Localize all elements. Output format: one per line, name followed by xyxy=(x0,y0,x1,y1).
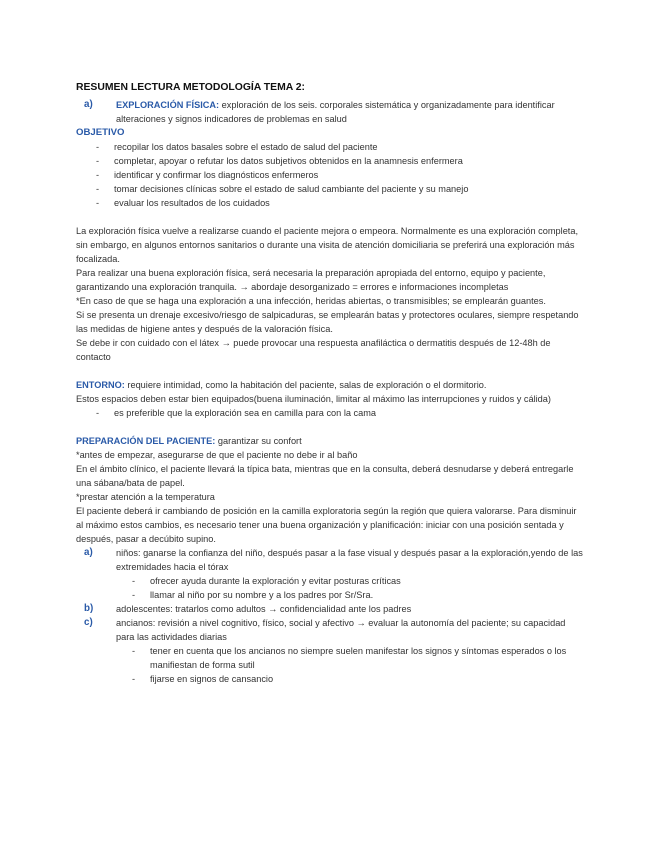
list-marker: b) xyxy=(84,603,94,614)
list-item: - ofrecer ayuda durante la exploración y evitar posturas críticas xyxy=(132,576,401,586)
dash-marker: - xyxy=(132,576,136,586)
list-item: - tener en cuenta que los ancianos no siempre suelen manifestar los signos y síntomas esperados o los manifiestan de forma sutil xyxy=(132,646,567,670)
dash-marker: - xyxy=(96,198,100,208)
entorno-paragraph: ENTORNO: requiere intimidad, como la habitación del paciente, salas de exploración o el dormitorio. xyxy=(76,380,487,390)
paragraph: *antes de empezar, asegurarse de que el paciente no debe ir al baño xyxy=(76,450,358,460)
preparacion-paragraph: PREPARACIÓN DEL PACIENTE: garantizar su confort xyxy=(76,436,302,446)
group-item: c) ancianos: revisión a nivel cognitivo, físico, social y afectivo → evaluar la autonomía del paciente; su capacidad para las actividades diarias xyxy=(84,617,566,642)
objetivo-heading: OBJETIVO xyxy=(76,127,125,138)
document-title: RESUMEN LECTURA METODOLOGÍA TEMA 2: xyxy=(76,82,305,93)
list-item: - fijarse en signos de cansancio xyxy=(132,674,274,684)
paragraph: Se debe ir con cuidado con el látex → puede provocar una respuesta anafiláctica o dermatitis después de 12-48h de contacto xyxy=(76,338,551,362)
dash-marker: - xyxy=(132,674,136,684)
list-marker: c) xyxy=(84,617,93,628)
group-item: b) adolescentes: tratarlos como adultos → confidencialidad ante los padres xyxy=(84,603,412,614)
list-item: - evaluar los resultados de los cuidados xyxy=(96,198,270,208)
group-item: a) niños: ganarse la confianza del niño, después pasar a la fase visual y después pasar a la exploración,yendo de las extremidades hacia el tórax xyxy=(84,547,583,572)
list-marker: a) xyxy=(84,547,93,558)
list-marker: a) xyxy=(84,99,93,110)
list-item: - completar, apoyar o refutar los datos subjetivos obtenidos en la anamnesis enfermera xyxy=(96,156,463,166)
paragraph: La exploración física vuelve a realizarse cuando el paciente mejora o empeora. Normalmente es una exploración completa, sin embargo, en algunos entornos sanitarios o durante una visita de atención domiciliaria se preferirá una exploración más focalizada. xyxy=(76,226,579,264)
document-body xyxy=(76,80,586,686)
paragraph: *prestar atención a la temperatura xyxy=(76,492,215,502)
dash-marker: - xyxy=(132,590,136,600)
dash-marker: - xyxy=(132,646,136,656)
list-item: - identificar y confirmar los diagnósticos enfermeros xyxy=(96,170,319,180)
paragraph: Si se presenta un drenaje excesivo/riesgo de salpicaduras, se emplearán batas y protectores oculares, siempre respetando las medidas de higiene antes y después de la valoración física. xyxy=(76,310,579,334)
list-item: - es preferible que la exploración sea en camilla para con la cama xyxy=(96,408,376,418)
list-item: - tomar decisiones clínicas sobre el estado de salud cambiante del paciente y su manejo xyxy=(96,184,469,194)
preparacion-heading: PREPARACIÓN DEL PACIENTE: xyxy=(76,436,216,446)
paragraph: *En caso de que se haga una exploración a una infección, heridas abiertas, o transmisibles; se emplearán guantes. xyxy=(76,296,546,306)
entorno-heading: ENTORNO: xyxy=(76,380,125,390)
dash-marker: - xyxy=(96,408,100,418)
section-a xyxy=(76,98,586,126)
section-heading: EXPLORACIÓN FÍSICA: xyxy=(116,100,220,110)
paragraph: En el ámbito clínico, el paciente llevará la típica bata, mientras que en la consulta, deberá desnudarse y deberá entregarle una sábana/bata de papel. xyxy=(76,464,574,488)
dash-marker: - xyxy=(96,142,100,152)
list-item: - recopilar los datos basales sobre el estado de salud del paciente xyxy=(96,142,378,152)
paragraph: El paciente deberá ir cambiando de posición en la camilla exploratoria según la región que quiera valorarse. Para disminuir al máximo estos cambios, es necesario tener una buena organización y planificación: iniciar con una posición sentada y después, pasar a decúbito supino. xyxy=(76,506,577,544)
paragraph: Estos espacios deben estar bien equipados(buena iluminación, limitar al máximo las interrupciones y ruidos y cálida) xyxy=(76,394,551,404)
dash-marker: - xyxy=(96,184,100,194)
dash-marker: - xyxy=(96,156,100,166)
list-item: - llamar al niño por su nombre y a los padres por Sr/Sra. xyxy=(132,590,374,600)
section-text: exploración de los seis. corporales sistemática y organizadamente para identificar alteraciones y signos indicadores de problemas en salud xyxy=(116,100,555,124)
dash-marker: - xyxy=(96,170,100,180)
objetivo-list xyxy=(76,140,586,210)
paragraph: Para realizar una buena exploración física, será necesaria la preparación apropiada del entorno, equipo y paciente, garantizando una exploración tranquila. → abordaje desorganizado = errores e informaciones incompletas xyxy=(76,268,546,292)
